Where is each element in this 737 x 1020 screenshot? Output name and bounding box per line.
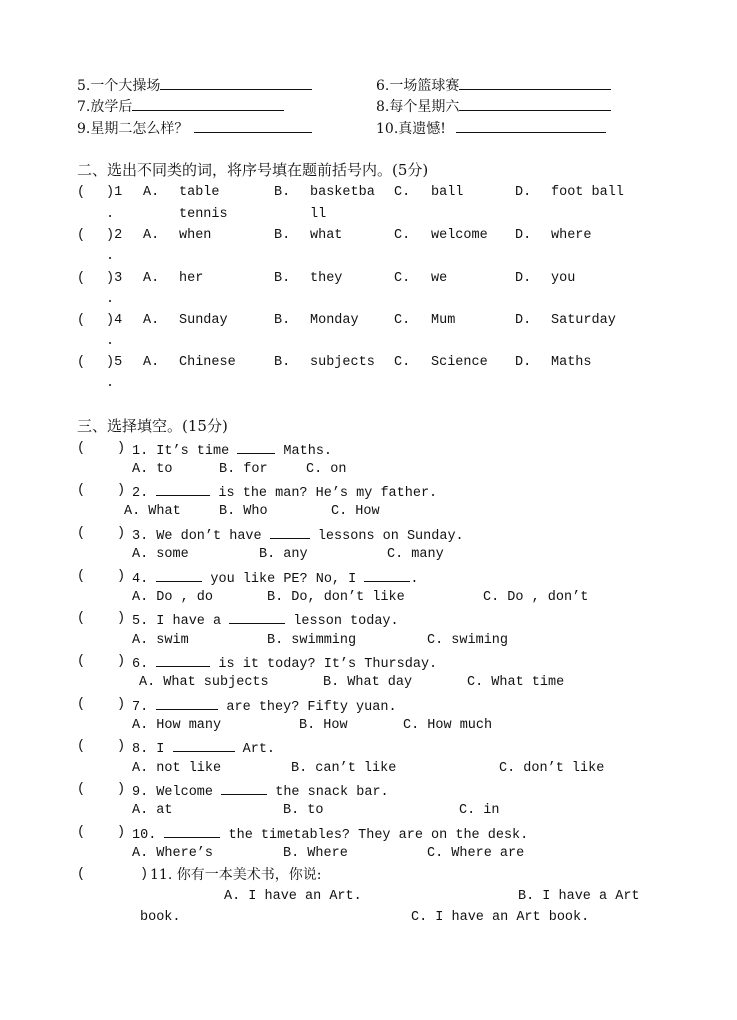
answer-blank[interactable] — [160, 76, 312, 90]
answer-paren-open[interactable]: ( — [77, 782, 86, 797]
option-letter: A. — [143, 228, 160, 243]
answer-blank[interactable] — [156, 696, 218, 710]
question-5: 5. I have a lesson today. — [132, 610, 399, 631]
answer-paren-open[interactable]: ( — [77, 867, 86, 882]
answer-paren[interactable]: ( — [77, 228, 86, 243]
question-4: 4. you like PE? No, I . — [132, 568, 418, 589]
option-letter: B. — [274, 313, 291, 328]
option-letter: B. — [274, 355, 291, 370]
option-letter: D. — [515, 355, 532, 370]
option-text: Chinese — [179, 355, 236, 370]
option-text: Saturday — [551, 313, 616, 328]
option-letter: A. — [143, 185, 160, 200]
answer-paren-close: ) — [117, 611, 126, 626]
vocab-item-10: 10.真遗憾! — [376, 119, 606, 138]
item-number: )5 — [106, 355, 123, 370]
question-3: 3. We don’t have lessons on Sunday. — [132, 525, 464, 546]
option-b[interactable]: B. Who — [219, 504, 268, 519]
answer-paren[interactable]: ( — [77, 355, 86, 370]
answer-paren-open[interactable]: ( — [77, 441, 86, 456]
option-b[interactable]: B. can’t like — [291, 761, 397, 776]
option-text: you — [551, 271, 576, 286]
option-b[interactable]: B. What day — [323, 675, 413, 690]
option-c[interactable]: C. Do , don’t — [483, 590, 589, 605]
answer-blank[interactable] — [194, 119, 312, 133]
option-text: we — [431, 271, 448, 286]
answer-paren-open[interactable]: ( — [77, 739, 86, 754]
vocab-item-9: 9.星期二怎么样？ — [77, 119, 312, 138]
option-c[interactable]: C. How much — [403, 718, 493, 733]
option-text: they — [310, 271, 343, 286]
answer-paren-open[interactable]: ( — [77, 825, 86, 840]
option-b[interactable]: B. swimming — [267, 633, 357, 648]
answer-paren-close: ) — [117, 569, 126, 584]
item-dot: . — [106, 376, 115, 391]
option-a[interactable]: A. not like — [132, 761, 222, 776]
answer-blank[interactable] — [364, 568, 410, 582]
answer-paren-close: ) — [117, 526, 126, 541]
question-10: 10. the timetables? They are on the desk. — [132, 824, 528, 845]
option-text: what — [310, 228, 343, 243]
option-letter: B. — [274, 228, 291, 243]
option-c[interactable]: C. Where are — [427, 846, 525, 861]
answer-paren-close: ) — [117, 654, 126, 669]
option-letter: C. — [394, 355, 411, 370]
answer-blank[interactable] — [164, 824, 220, 838]
answer-blank[interactable] — [132, 97, 284, 111]
option-b[interactable]: B. to — [283, 803, 324, 818]
option-text: her — [179, 271, 204, 286]
answer-blank[interactable] — [173, 738, 235, 752]
option-text: Maths — [551, 355, 592, 370]
answer-paren-close: ) — [117, 483, 126, 498]
option-text: Monday — [310, 313, 359, 328]
item-number: )3 — [106, 271, 123, 286]
option-a[interactable]: A. What — [124, 504, 181, 519]
option-a[interactable]: A. to — [132, 462, 173, 477]
section-3-title: 三、选择填空。(15分) — [77, 417, 228, 435]
option-letter: B. — [274, 271, 291, 286]
option-c[interactable]: C. How — [331, 504, 380, 519]
option-letter: C. — [394, 271, 411, 286]
option-letter: D. — [515, 185, 532, 200]
option-text: Sunday — [179, 313, 228, 328]
option-letter: C. — [394, 228, 411, 243]
question-9: 9. Welcome the snack bar. — [132, 781, 389, 802]
vocab-item-5: 5.一个大操场 — [77, 76, 312, 95]
option-a[interactable]: A. Where’s — [132, 846, 214, 861]
option-letter: C. — [394, 313, 411, 328]
option-a[interactable]: A. at — [132, 803, 173, 818]
answer-paren-close: ) — [117, 782, 126, 797]
answer-paren-close: ) — [117, 739, 126, 754]
option-text: Mum — [431, 313, 456, 328]
answer-blank[interactable] — [237, 440, 275, 454]
option-b[interactable]: B. any — [259, 547, 308, 562]
option-text: subjects — [310, 355, 375, 370]
option-a[interactable]: A. I have an Art. — [224, 889, 362, 904]
option-c[interactable]: C. in — [459, 803, 500, 818]
option-letter: A. — [143, 271, 160, 286]
option-letter: B. — [274, 185, 291, 200]
option-text: basketba — [310, 185, 375, 200]
option-a[interactable]: A. some — [132, 547, 189, 562]
option-text: where — [551, 228, 592, 243]
answer-blank[interactable] — [459, 76, 611, 90]
question-6: 6. is it today? It’s Thursday. — [132, 653, 437, 674]
item-number: )2 — [106, 228, 123, 243]
option-c[interactable]: C. What time — [467, 675, 565, 690]
answer-paren-open[interactable]: ( — [77, 654, 86, 669]
option-a[interactable]: A. Do , do — [132, 590, 214, 605]
answer-blank[interactable] — [221, 781, 267, 795]
answer-blank[interactable] — [156, 482, 210, 496]
answer-paren-open[interactable]: ( — [77, 697, 86, 712]
answer-blank[interactable] — [459, 97, 611, 111]
answer-blank[interactable] — [229, 610, 285, 624]
option-b-continued: book. — [140, 910, 181, 925]
option-c[interactable]: C. many — [387, 547, 444, 562]
option-letter: D. — [515, 313, 532, 328]
option-c[interactable]: C. don’t like — [499, 761, 605, 776]
option-c[interactable]: C. swiming — [427, 633, 509, 648]
vocab-item-6: 6.一场篮球赛 — [376, 76, 611, 95]
question-2: 2. is the man? He’s my father. — [132, 482, 437, 503]
option-b[interactable]: B. for — [219, 462, 268, 477]
option-text: foot ball — [551, 185, 624, 200]
question-11: 11. 你有一本美术书，你说: — [150, 867, 322, 883]
answer-paren-open[interactable]: ( — [77, 611, 86, 626]
question-1: 1. It’s time Maths. — [132, 440, 332, 461]
option-c[interactable]: C. on — [306, 462, 347, 477]
option-a[interactable]: A. What subjects — [139, 675, 269, 690]
item-number: )4 — [106, 313, 123, 328]
item-dot: . — [106, 292, 115, 307]
option-b[interactable]: B. I have a Art — [518, 889, 640, 904]
option-a[interactable]: A. swim — [132, 633, 189, 648]
option-a[interactable]: A. How many — [132, 718, 222, 733]
option-b[interactable]: B. How — [299, 718, 348, 733]
option-text: ll — [310, 207, 327, 222]
answer-paren-open[interactable]: ( — [77, 569, 86, 584]
answer-paren-close: ) — [117, 441, 126, 456]
answer-paren[interactable]: ( — [77, 313, 86, 328]
answer-paren[interactable]: ( — [77, 185, 86, 200]
answer-paren[interactable]: ( — [77, 271, 86, 286]
question-8: 8. I Art. — [132, 738, 275, 759]
option-text: ball — [431, 185, 464, 200]
option-letter: C. — [394, 185, 411, 200]
option-c[interactable]: C. I have an Art book. — [411, 910, 590, 925]
option-letter: A. — [143, 355, 160, 370]
answer-blank[interactable] — [270, 525, 310, 539]
option-letter: A. — [143, 313, 160, 328]
option-letter: D. — [515, 271, 532, 286]
option-b[interactable]: B. Do, don’t like — [267, 590, 405, 605]
answer-blank[interactable] — [456, 119, 606, 133]
answer-paren-close: ) — [140, 867, 149, 882]
item-number: )1 — [106, 185, 123, 200]
answer-blank[interactable] — [156, 568, 202, 582]
option-letter: D. — [515, 228, 532, 243]
item-dot: . — [106, 249, 115, 264]
answer-paren-open[interactable]: ( — [77, 483, 86, 498]
answer-blank[interactable] — [156, 653, 210, 667]
section-2-title: 二、选出不同类的词，将序号填在题前括号内。(5分) — [77, 161, 429, 179]
option-text: welcome — [431, 228, 488, 243]
option-text: when — [179, 228, 212, 243]
answer-paren-close: ) — [117, 825, 126, 840]
option-text: tennis — [179, 207, 228, 222]
option-text: Science — [431, 355, 488, 370]
item-dot: . — [106, 334, 115, 349]
answer-paren-open[interactable]: ( — [77, 526, 86, 541]
question-7: 7. are they? Fifty yuan. — [132, 696, 397, 717]
vocab-item-7: 7.放学后 — [77, 97, 284, 116]
option-text: table — [179, 185, 220, 200]
answer-paren-close: ) — [117, 697, 126, 712]
vocab-item-8: 8.每个星期六 — [376, 97, 611, 116]
item-dot: . — [106, 207, 115, 222]
option-b[interactable]: B. Where — [283, 846, 348, 861]
